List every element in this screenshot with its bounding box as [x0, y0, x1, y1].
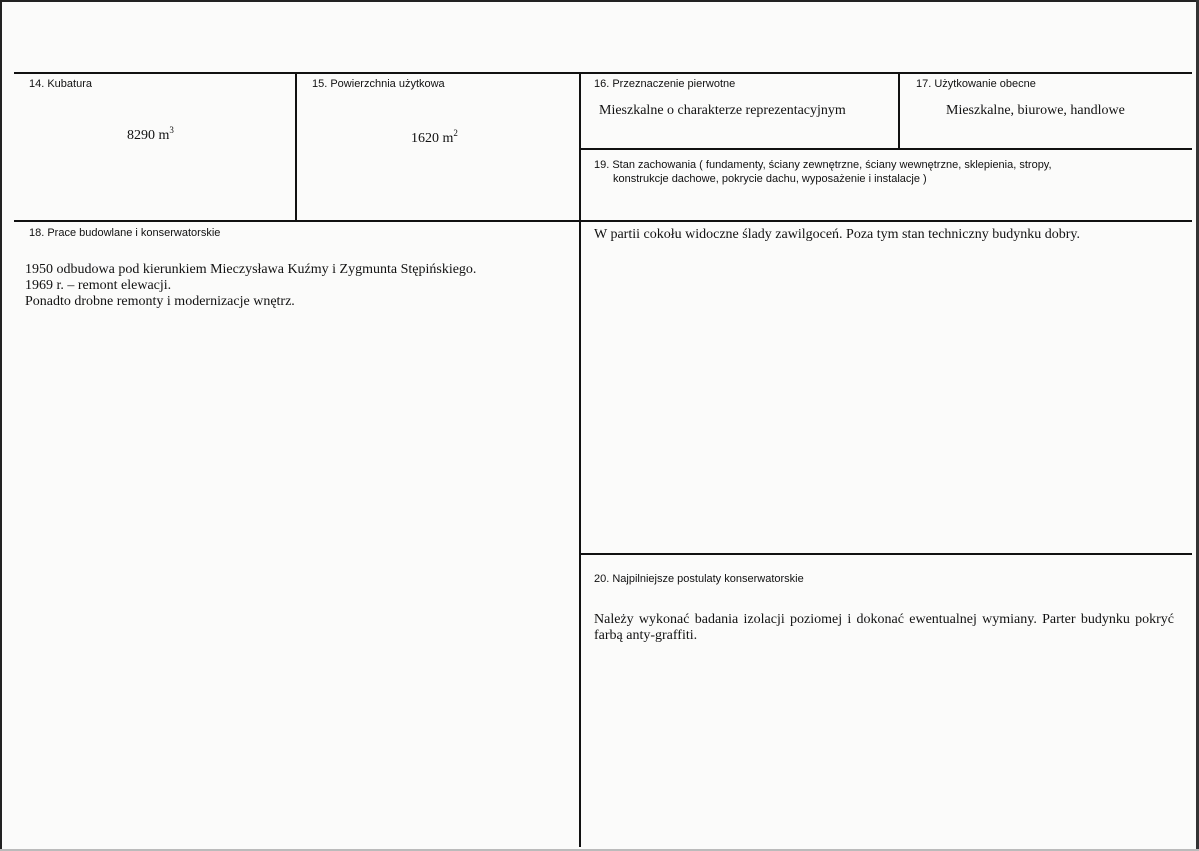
field-19-label-line2: konstrukcje dachowe, pokrycie dachu, wyposażenie i instalacje ): [613, 173, 927, 185]
field-14-label: 14. Kubatura: [29, 78, 92, 90]
field-18-line-2: 1969 r. – remont elewacji.: [25, 278, 172, 293]
grid-divider-center: [579, 72, 581, 847]
field-18-value: [25, 262, 476, 310]
field-18-label: 18. Prace budowlane i konserwatorskie: [29, 227, 221, 239]
field-14-value: 8290 $m^3$: [127, 125, 174, 143]
field-15-unit-exponent: 2: [453, 128, 458, 138]
field-19-label-line1: 19. Stan zachowania ( fundamenty, ściany zewnętrzne, ściany wewnętrzne, sklepienia, stropy,: [594, 159, 1052, 171]
field-19-value: W partii cokołu widoczne ślady zawilgoceń. Poza tym stan techniczny budynku dobry.: [594, 227, 1080, 242]
grid-line-19-20: [580, 553, 1192, 555]
field-17-label: 17. Użytkowanie obecne: [916, 78, 1036, 90]
page-border-top: [0, 0, 1199, 2]
field-15-label: 15. Powierzchnia użytkowa: [312, 78, 445, 90]
field-20-value: Należy wykonać badania izolacji poziomej i dokonać ewentualnej wymiany. Parter budynku pokryć farbą anty-graffiti.: [594, 612, 1174, 643]
field-16-value: Mieszkalne o charakterze reprezentacyjnym: [599, 103, 846, 118]
field-15-value: 1620 $m^2$: [411, 128, 458, 146]
field-20-label: 20. Najpilniejsze postulaty konserwatorskie: [594, 573, 804, 585]
field-16-label: 16. Przeznaczenie pierwotne: [594, 78, 736, 90]
field-14-unit-exponent: 3: [169, 125, 174, 135]
field-18-line-3: Ponadto drobne remonty i modernizacje wnętrz.: [25, 294, 295, 309]
field-17-value: Mieszkalne, biurowe, handlowe: [946, 103, 1125, 118]
page-border-left: [0, 0, 2, 851]
grid-divider-14-15: [295, 72, 297, 221]
grid-line-18-row: [14, 220, 1192, 222]
grid-line-16-19: [580, 148, 1192, 150]
field-18-line-1: 1950 odbudowa pod kierunkiem Mieczysława Kuźmy i Zygmunta Stępińskiego.: [25, 262, 477, 277]
grid-divider-16-17: [898, 72, 900, 149]
grid-line-top: [14, 72, 1192, 74]
